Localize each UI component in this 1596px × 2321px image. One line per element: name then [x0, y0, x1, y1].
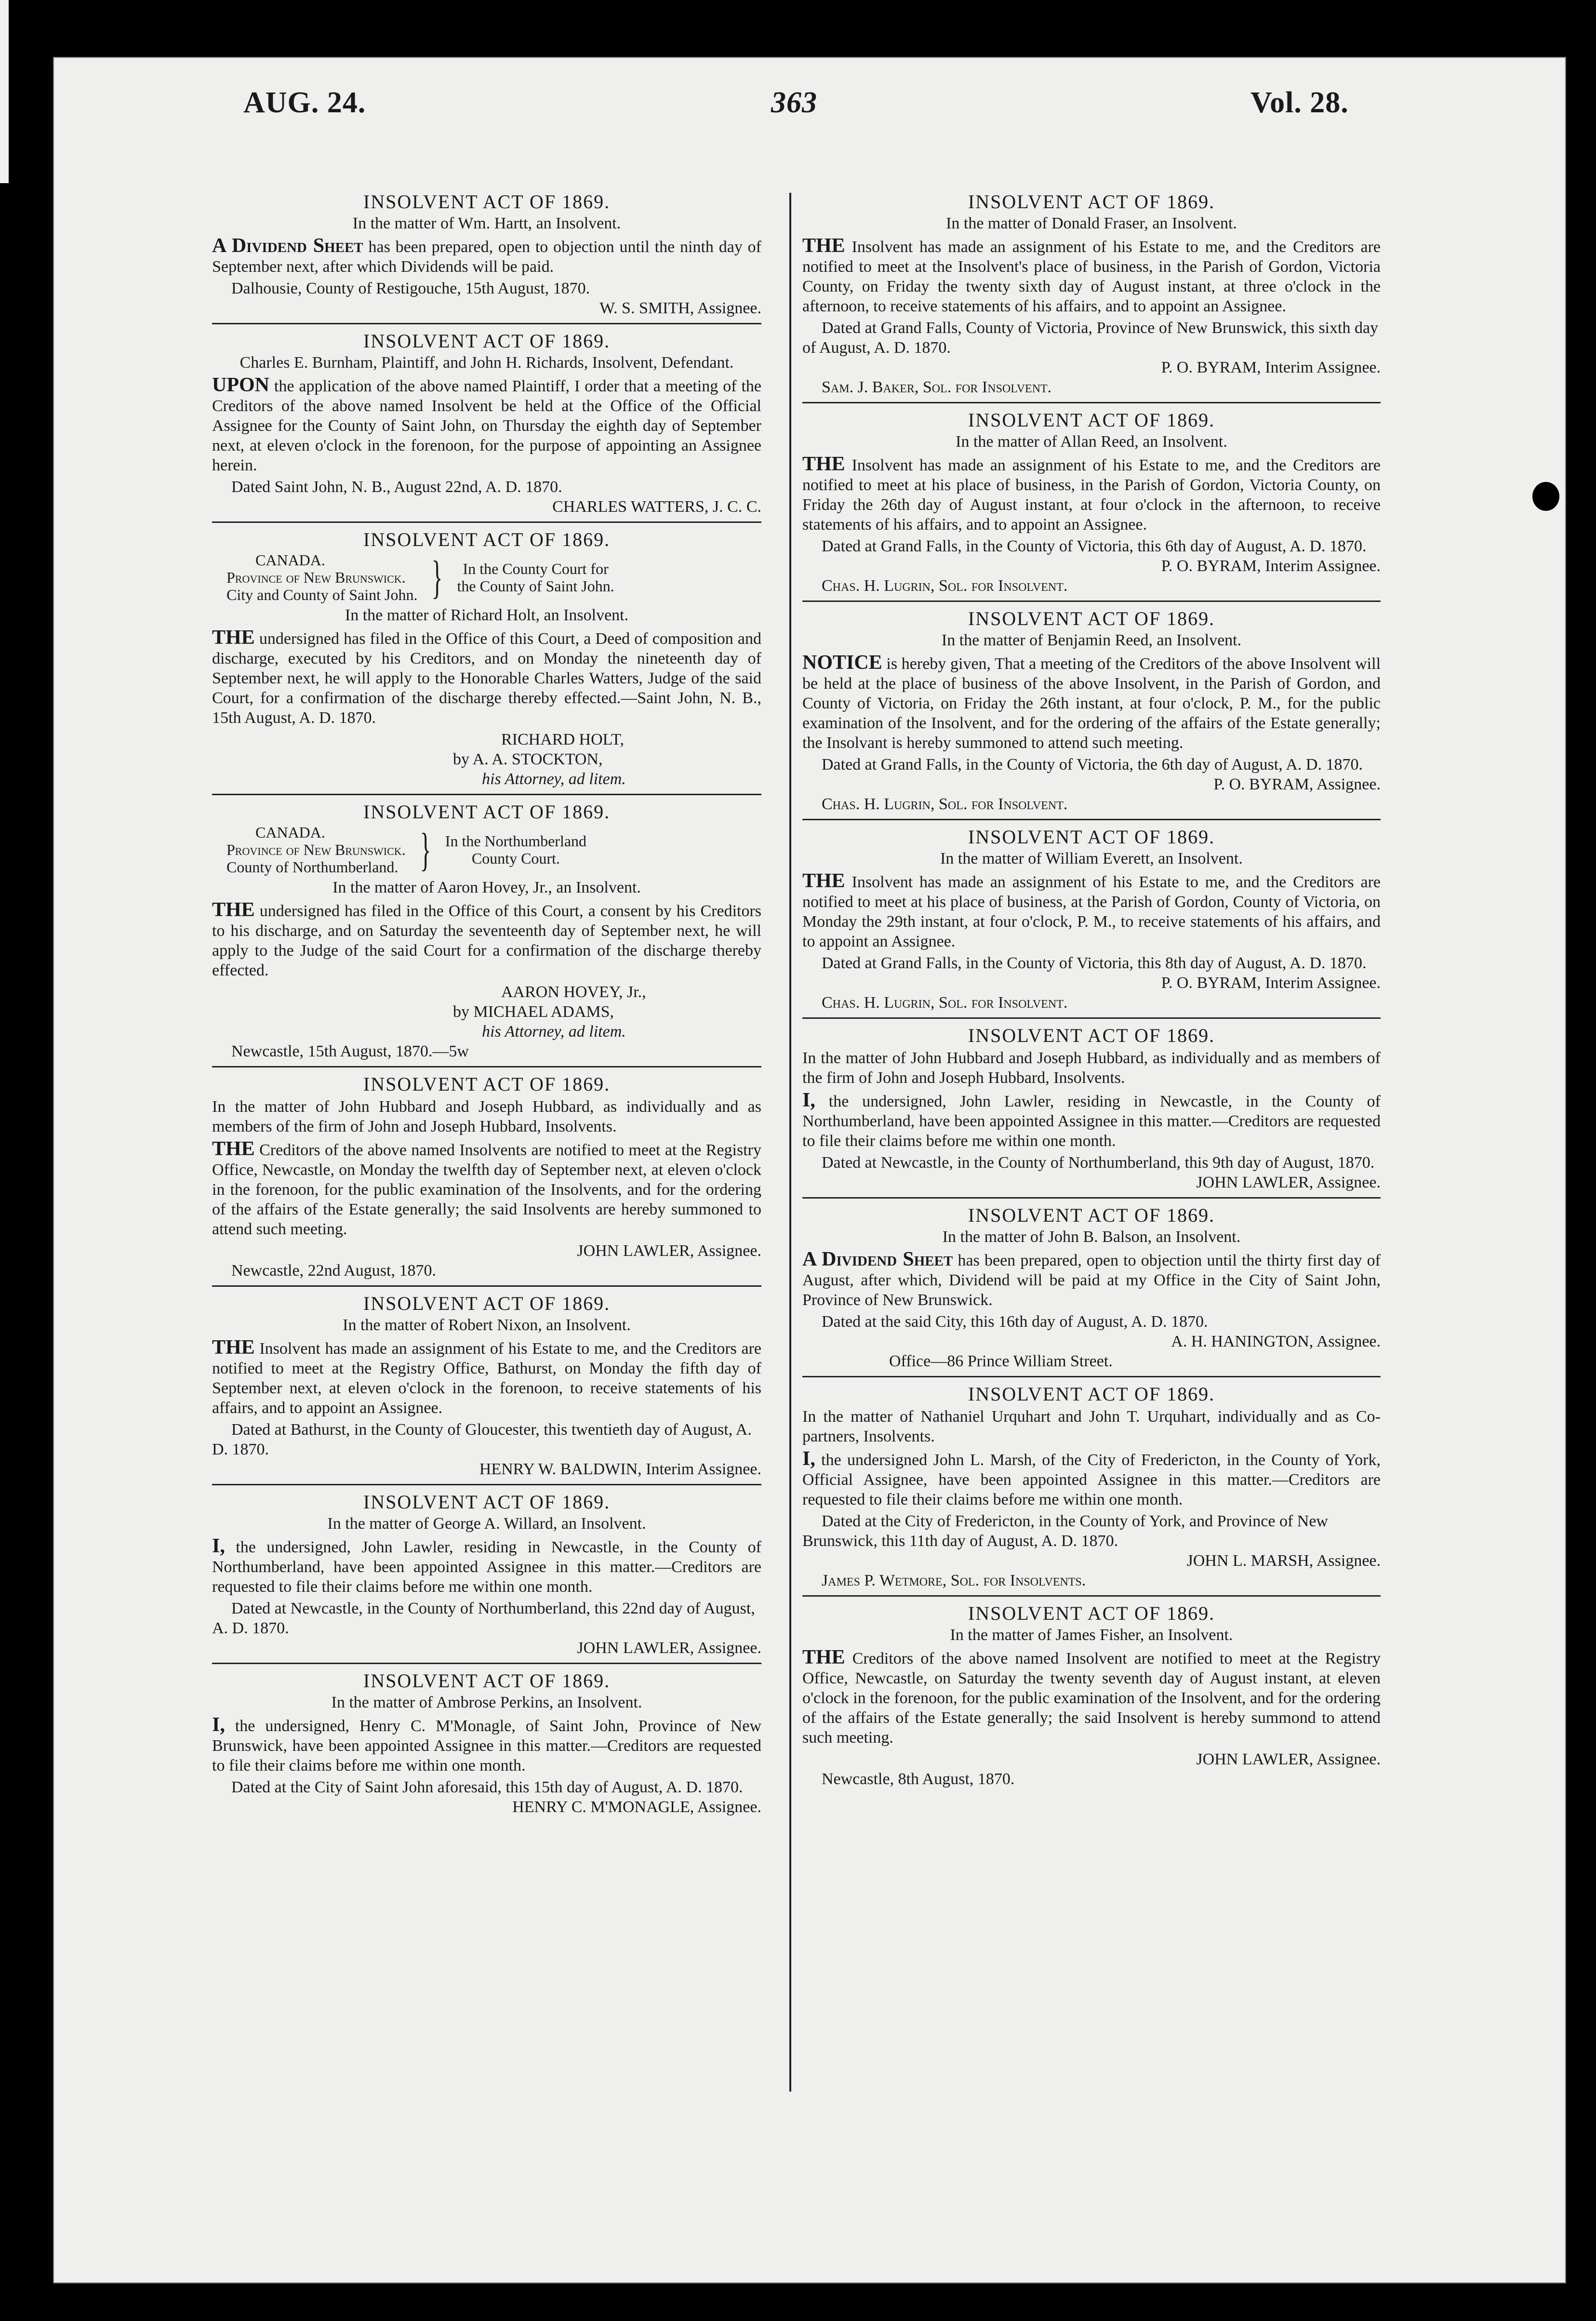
notice-dated: Dated at the City of Fredericton, in the County of York, and Province of New Brunswick, this 11th day of August, A. D. 1870.	[802, 1512, 1328, 1550]
signature-attorney: by MICHAEL ADAMS,	[453, 1003, 614, 1021]
notice-title: INSOLVENT ACT OF 1869.	[363, 801, 611, 823]
notice-title: INSOLVENT ACT OF 1869.	[363, 191, 611, 213]
notice-allan-reed	[802, 402, 1381, 596]
notice-signature: JOHN LAWLER, Assignee.	[1196, 1750, 1381, 1768]
notice-fraser	[802, 192, 1381, 397]
page-date: AUG. 24.	[243, 86, 366, 119]
notice-matter: In the matter of Donald Fraser, an Insolvent.	[946, 214, 1237, 232]
notice-body: I, the undersigned John L. Marsh, of the City of Fredericton, in the County of York, Official Assignee, have been appointed Assignee in this matter.—Creditors are requested to file their claims before me within one month.	[802, 1448, 1381, 1508]
notice-signature: HENRY W. BALDWIN, Interim Assignee.	[479, 1460, 761, 1478]
notice-dated: Dated at the City of Saint John aforesaid, this 15th day of August, A. D. 1870.	[231, 1778, 743, 1796]
notice-signature-block	[212, 730, 761, 789]
notice-body: I, the undersigned, John Lawler, residing in Newcastle, in the County of Northumberland, have been appointed Assignee in this matter.—Creditors are requested to file their claims before me within one month.	[212, 1535, 761, 1596]
notice-matter: In the matter of George A. Willard, an Insolvent.	[327, 1515, 646, 1533]
notice-dated: Dated at Grand Falls, in the County of Victoria, this 6th day of August, A. D. 1870.	[822, 537, 1367, 555]
notice-body: A Dividend Sheet has been prepared, open to objection until the ninth day of September next, after which Dividends will be paid.	[212, 235, 762, 276]
notice-matter: In the matter of John Hubbard and Joseph Hubbard, as individually and as members of the firm of John and Joseph Hubbard, Insolvents.	[802, 1049, 1381, 1087]
notice-matter: In the matter of John Hubbard and Joseph Hubbard, as individually and as members of the firm of John and Joseph Hubbard, Insolvents.	[212, 1098, 761, 1135]
notice-signature: P. O. BYRAM, Interim Assignee.	[1161, 974, 1381, 992]
notice-burnham	[212, 323, 761, 517]
notice-matter: In the matter of Richard Holt, an Insolvent.	[345, 606, 629, 624]
notice-matter: In the matter of Robert Nixon, an Insolvent.	[343, 1316, 631, 1334]
notice-title: INSOLVENT ACT OF 1869.	[363, 1073, 611, 1095]
notice-dated: Dated at Grand Falls, in the County of Victoria, the 6th day of August, A. D. 1870.	[822, 756, 1363, 774]
notice-willard	[212, 1484, 761, 1658]
notice-signature: JOHN LAWLER, Assignee.	[577, 1242, 761, 1260]
notice-matter: In the matter of Wm. Hartt, an Insolvent.	[352, 214, 621, 232]
scan-edge-strip	[0, 0, 9, 183]
column-divider	[789, 193, 791, 2092]
notice-title: INSOLVENT ACT OF 1869.	[363, 1670, 611, 1692]
notice-matter: In the matter of Benjamin Reed, an Insolvent.	[941, 631, 1242, 649]
notice-holt	[212, 521, 761, 789]
notice-signature: JOHN LAWLER, Assignee.	[1196, 1174, 1381, 1191]
volume-label: Vol. 28.	[1250, 86, 1349, 119]
notice-body: I, the undersigned, John Lawler, residing in Newcastle, in the County of Northumberland, have been appointed Assignee in this matter.—Creditors are requested to file their claims before me within one month.	[802, 1089, 1381, 1150]
signature-name: RICHARD HOLT,	[501, 731, 625, 748]
caption-court-county: County Court.	[471, 850, 560, 867]
court-caption	[226, 824, 761, 876]
notice-body: THE Creditors of the above named Insolvents are notified to meet at the Registry Office, Newcastle, on Monday the twelfth day of September next, at eleven o'clock in the forenoon, for the public examination of the Insolvents, and for the ordering of the affairs of the Estate generally; the said Insolvents are hereby summoned to attend such meeting.	[212, 1138, 761, 1238]
notice-body: THE undersigned has filed in the Office of this Court, a Deed of composition and discharge, executed by his Creditors, and on Monday the nineteenth day of September next, he will apply to the Honorable Charles Watters, Judge of the said Court, for a confirmation of the discharge thereby effected.—Saint John, N. B., 15th August, A. D. 1870.	[212, 627, 762, 727]
right-column	[802, 192, 1381, 1789]
notice-matter: In the matter of Ambrose Perkins, an Insolvent.	[331, 1694, 642, 1711]
notice-hovey	[212, 794, 761, 1061]
notice-signature-block	[212, 982, 761, 1041]
notice-title: INSOLVENT ACT OF 1869.	[363, 529, 611, 550]
notice-matter: In the matter of William Everett, an Insolvent.	[940, 850, 1243, 867]
caption-court-county: the County of Saint John.	[457, 577, 614, 595]
signature-role: his Attorney, ad litem.	[482, 1023, 626, 1040]
notice-signature: P. O. BYRAM, Assignee.	[1213, 775, 1381, 793]
notice-footer: Newcastle, 15th August, 1870.—5w	[231, 1042, 469, 1060]
brace-glyph: }	[431, 551, 443, 603]
notice-body: THE Insolvent has made an assignment of his Estate to me, and the Creditors are notified to meet at the Insolvent's place of business, in the Parish of Gordon, Victoria County, on Friday the twenty sixth day of August instant, at three o'clock in the afternoon, to receive statements of his affairs, and to appoint an Assignee.	[802, 235, 1381, 315]
notice-fisher	[802, 1595, 1381, 1789]
notice-footer: Newcastle, 8th August, 1870.	[822, 1770, 1015, 1788]
notice-dated: Dated at Bathurst, in the County of Gloucester, this twentieth day of August, A. D. 1870.	[212, 1421, 752, 1458]
notice-title: INSOLVENT ACT OF 1869.	[968, 608, 1215, 629]
notice-footer: Newcastle, 22nd August, 1870.	[231, 1262, 436, 1280]
notice-body: THE undersigned has filed in the Office of this Court, a consent by his Creditors to his discharge, and on Saturday the seventeenth day of September next, he will apply to the Judge of the said Court for a confirmation of the discharge thereby effected.	[212, 899, 762, 979]
notice-everett	[802, 819, 1381, 1013]
notice-matter: In the matter of John B. Balson, an Insolvent.	[942, 1228, 1241, 1246]
notice-body: THE Insolvent has made an assignment of his Estate to me, and the Creditors are notified to meet at his place of business, in the Parish of Gordon, Victoria County, on Friday the 26th day of August instant, at four o'clock in the afternoon, to receive statements of his affairs, and to appoint an Assignee.	[802, 453, 1381, 534]
notice-signature: P. O. BYRAM, Interim Assignee.	[1161, 359, 1381, 376]
notice-dated: Dated at Grand Falls, County of Victoria, Province of New Brunswick, this sixth day of August, A. D. 1870.	[802, 319, 1379, 357]
notice-solicitor: James P. Wetmore, Sol. for Insolvents.	[822, 1572, 1086, 1589]
notice-matter: In the matter of Allan Reed, an Insolvent.	[956, 433, 1227, 451]
notice-body: I, the undersigned, Henry C. M'Monagle, of Saint John, Province of New Brunswick, have been appointed Assignee in this matter.—Creditors are requested to file their claims before me within one month.	[212, 1714, 762, 1774]
notice-signature: P. O. BYRAM, Interim Assignee.	[1161, 557, 1381, 575]
notice-dated: Dated at Grand Falls, in the County of Victoria, this 8th day of August, A. D. 1870.	[822, 954, 1367, 972]
notice-solicitor: Chas. H. Lugrin, Sol. for Insolvent.	[822, 994, 1068, 1012]
notice-solicitor: Sam. J. Baker, Sol. for Insolvent.	[822, 378, 1052, 396]
notice-hartt	[212, 192, 761, 318]
notice-body: NOTICE is hereby given, That a meeting of the Creditors of the above Insolvent will be held at the place of business of the above Insolvent, in the Parish of Gordon, and County of Victoria, on Friday the 26th instant, at four o'clock, P. M., for the public examination of the Insolvent, and for the ordering of the affairs of the Estate generally; the Insolvant is hereby summoned to attend such meeting.	[802, 652, 1381, 752]
notice-title: INSOLVENT ACT OF 1869.	[968, 409, 1215, 431]
notice-balson	[802, 1197, 1381, 1371]
page-number: 363	[771, 86, 817, 119]
left-column	[212, 192, 761, 1817]
notice-dated: Dated Saint John, N. B., August 22nd, A. D. 1870.	[231, 478, 562, 496]
signature-name: AARON HOVEY, Jr.,	[501, 983, 646, 1001]
court-caption	[226, 551, 761, 603]
caption-country: CANADA.	[255, 551, 325, 569]
notice-body: THE Creditors of the above named Insolvent are notified to meet at the Registry Office, Newcastle, on Saturday the twenty seventh day of August instant, at eleven o'clock in the forenoon, for the public examination of the Insolvent, and for the ordering of the affairs of the Estate generally; the said Insolvent is hereby summond to attend such meeting.	[802, 1646, 1381, 1747]
notice-title: INSOLVENT ACT OF 1869.	[363, 1491, 611, 1513]
notice-title: INSOLVENT ACT OF 1869.	[968, 1025, 1215, 1046]
notice-matter: In the matter of Nathaniel Urquhart and John T. Urquhart, individually and as Co-partners, Insolvents.	[802, 1408, 1381, 1445]
notice-body: A Dividend Sheet has been prepared, open to objection until the thirty first day of August, after which, Dividend will be paid at my Office in the City of Saint John, Province of New Brunswick.	[802, 1248, 1381, 1309]
notice-hubbard-left	[212, 1066, 761, 1281]
notice-hubbard-right	[802, 1017, 1381, 1192]
notice-body: UPON the application of the above named Plaintiff, I order that a meeting of the Creditors of the above named Insolvent be held at the Office of the Official Assignee for the County of Saint John, on Thursday the eighth day of September next, at eleven o'clock in the forenoon, for the purpose of appointing an Assignee herein.	[212, 374, 761, 474]
caption-country: CANADA.	[255, 824, 325, 841]
caption-province: Province of New Brunswick.	[226, 841, 406, 858]
caption-county: County of Northumberland.	[226, 858, 399, 876]
notice-signature: A. H. HANINGTON, Assignee.	[1171, 1333, 1381, 1350]
notice-perkins	[212, 1663, 761, 1817]
punch-hole-mark	[1532, 482, 1559, 511]
caption-court: In the Northumberland	[445, 832, 587, 850]
notice-title: INSOLVENT ACT OF 1869.	[363, 330, 611, 352]
notice-solicitor: Chas. H. Lugrin, Sol. for Insolvent.	[822, 577, 1068, 595]
notice-urquhart	[802, 1376, 1381, 1590]
notice-office-address: Office—86 Prince William Street.	[889, 1352, 1113, 1370]
notice-body: THE Insolvent has made an assignment of his Estate to me, and the Creditors are notified to meet at the Registry Office, Bathurst, on Monday the fifth day of September next, at eleven o'clock in the forenoon, to receive statements of his affairs, and to appoint an Assignee.	[212, 1336, 761, 1417]
caption-court: In the County Court for	[463, 560, 609, 577]
notice-matter: In the matter of James Fisher, an Insolvent.	[950, 1626, 1233, 1644]
signature-role: his Attorney, ad litem.	[482, 770, 626, 788]
notice-signature: JOHN LAWLER, Assignee.	[577, 1639, 761, 1657]
notice-title: INSOLVENT ACT OF 1869.	[968, 191, 1215, 213]
notice-title: INSOLVENT ACT OF 1869.	[968, 1204, 1215, 1226]
notice-nixon	[212, 1285, 761, 1479]
notice-signature: JOHN L. MARSH, Assignee.	[1186, 1552, 1381, 1570]
notice-dated: Dated at the said City, this 16th day of August, A. D. 1870.	[822, 1313, 1208, 1331]
caption-county: City and County of Saint John.	[226, 586, 418, 603]
notice-solicitor: Chas. H. Lugrin, Sol. for Insolvent.	[822, 795, 1068, 813]
notice-signature: CHARLES WATTERS, J. C. C.	[552, 498, 761, 516]
notice-dated: Dated at Newcastle, in the County of Northumberland, this 9th day of August, 1870.	[822, 1154, 1375, 1172]
notice-benjamin-reed	[802, 600, 1381, 814]
brace-glyph: }	[420, 824, 431, 875]
notice-dated: Dated at Newcastle, in the County of Northumberland, this 22nd day of August, A. D. 1870.	[212, 1600, 755, 1637]
notice-matter: In the matter of Aaron Hovey, Jr., an Insolvent.	[332, 879, 641, 896]
notice-title: INSOLVENT ACT OF 1869.	[968, 1383, 1215, 1405]
notice-dated: Dalhousie, County of Restigouche, 15th August, 1870.	[231, 280, 590, 297]
caption-province: Province of New Brunswick.	[226, 569, 406, 586]
notice-title: INSOLVENT ACT OF 1869.	[363, 1293, 611, 1314]
notice-title: INSOLVENT ACT OF 1869.	[968, 1602, 1215, 1624]
notice-body: THE Insolvent has made an assignment of his Estate to me, and the Creditors are notified to meet at his place of business, at the Parish of Gordon, County of Victoria, on Monday the 29th instant, at four o'clock, P. M., to receive statements of his affairs, and to appoint an Assignee.	[802, 870, 1381, 950]
notice-signature: W. S. SMITH, Assignee.	[599, 299, 761, 317]
notice-matter: Charles E. Burnham, Plaintiff, and John H. Richards, Insolvent, Defendant.	[239, 354, 734, 372]
notice-signature: HENRY C. M'MONAGLE, Assignee.	[512, 1798, 761, 1816]
notice-title: INSOLVENT ACT OF 1869.	[968, 826, 1215, 848]
signature-attorney: by A. A. STOCKTON,	[453, 750, 603, 768]
